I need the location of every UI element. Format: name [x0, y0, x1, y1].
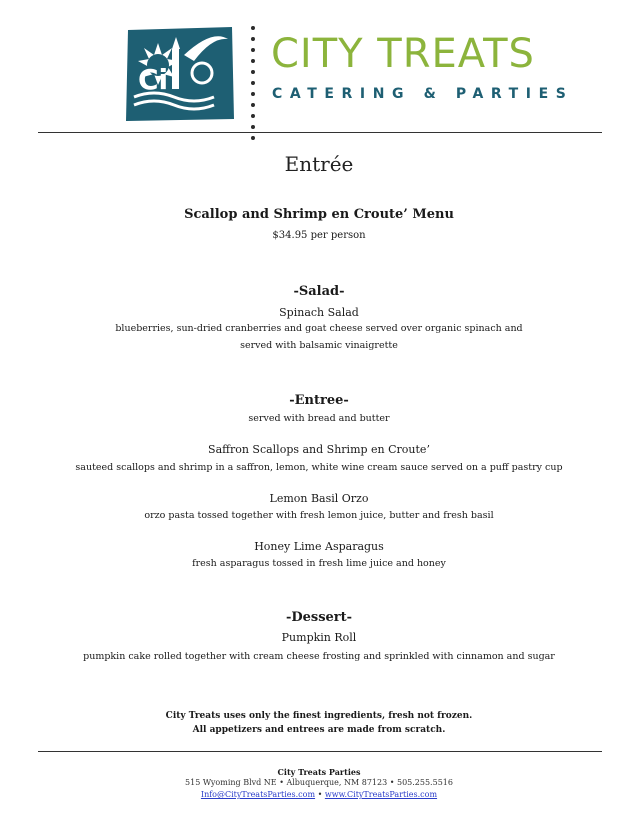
top-divider: [38, 132, 602, 133]
dotted-divider: [250, 26, 256, 116]
footer-links: [0, 790, 638, 799]
dessert-heading: -Dessert-: [285, 610, 353, 625]
bottom-divider: [38, 751, 602, 752]
dessert-item-name: Pumpkin Roll: [281, 631, 357, 644]
page-title: Entrée: [284, 152, 354, 176]
menu-name: Scallop and Shrimp en Croute’ Menu: [184, 207, 454, 222]
website-link[interactable]: www.CityTreatsParties.com: [324, 790, 438, 799]
entree-item-name: Lemon Basil Orzo: [269, 492, 369, 505]
link-separator: •: [315, 790, 325, 799]
salad-heading: -Salad-: [293, 284, 345, 299]
entree-item-description: fresh asparagus tossed in fresh lime juice and honey: [192, 558, 446, 569]
footer-company: City Treats Parties: [277, 767, 361, 777]
brand-name: CITY TREATS: [271, 31, 535, 77]
entree-heading: -Entree-: [289, 393, 349, 408]
city-treats-logo: [124, 27, 236, 122]
brand-tagline: CATERING & PARTIES: [272, 86, 574, 102]
email-link[interactable]: Info@CityTreatsParties.com: [200, 790, 316, 799]
entree-item-description: sauteed scallops and shrimp in a saffron, lemon, white wine cream sauce served on a puff pastry cup: [75, 462, 563, 473]
quality-note-line1: City Treats uses only the finest ingredients, fresh not frozen.: [165, 711, 473, 721]
entree-item-name: Honey Lime Asparagus: [254, 540, 384, 553]
dessert-description: pumpkin cake rolled together with cream cheese frosting and sprinkled with cinnamon and sugar: [83, 651, 555, 662]
logo-letters: Ci: [138, 63, 169, 96]
entree-item-name: Saffron Scallops and Shrimp en Croute’: [208, 443, 430, 456]
entree-note: served with bread and butter: [248, 413, 390, 424]
footer-address: 515 Wyoming Blvd NE • Albuquerque, NM 87123 • 505.255.5516: [185, 778, 453, 787]
salad-description-line2: served with balsamic vinaigrette: [240, 340, 398, 351]
quality-note-line2: All appetizers and entrees are made from scratch.: [192, 725, 446, 735]
menu-price: $34.95 per person: [272, 230, 366, 241]
salad-item-name: Spinach Salad: [279, 306, 359, 319]
entree-item-description: orzo pasta tossed together with fresh lemon juice, butter and fresh basil: [144, 510, 494, 521]
header: [0, 0, 638, 120]
salad-description-line1: blueberries, sun-dried cranberries and goat cheese served over organic spinach and: [115, 323, 523, 334]
